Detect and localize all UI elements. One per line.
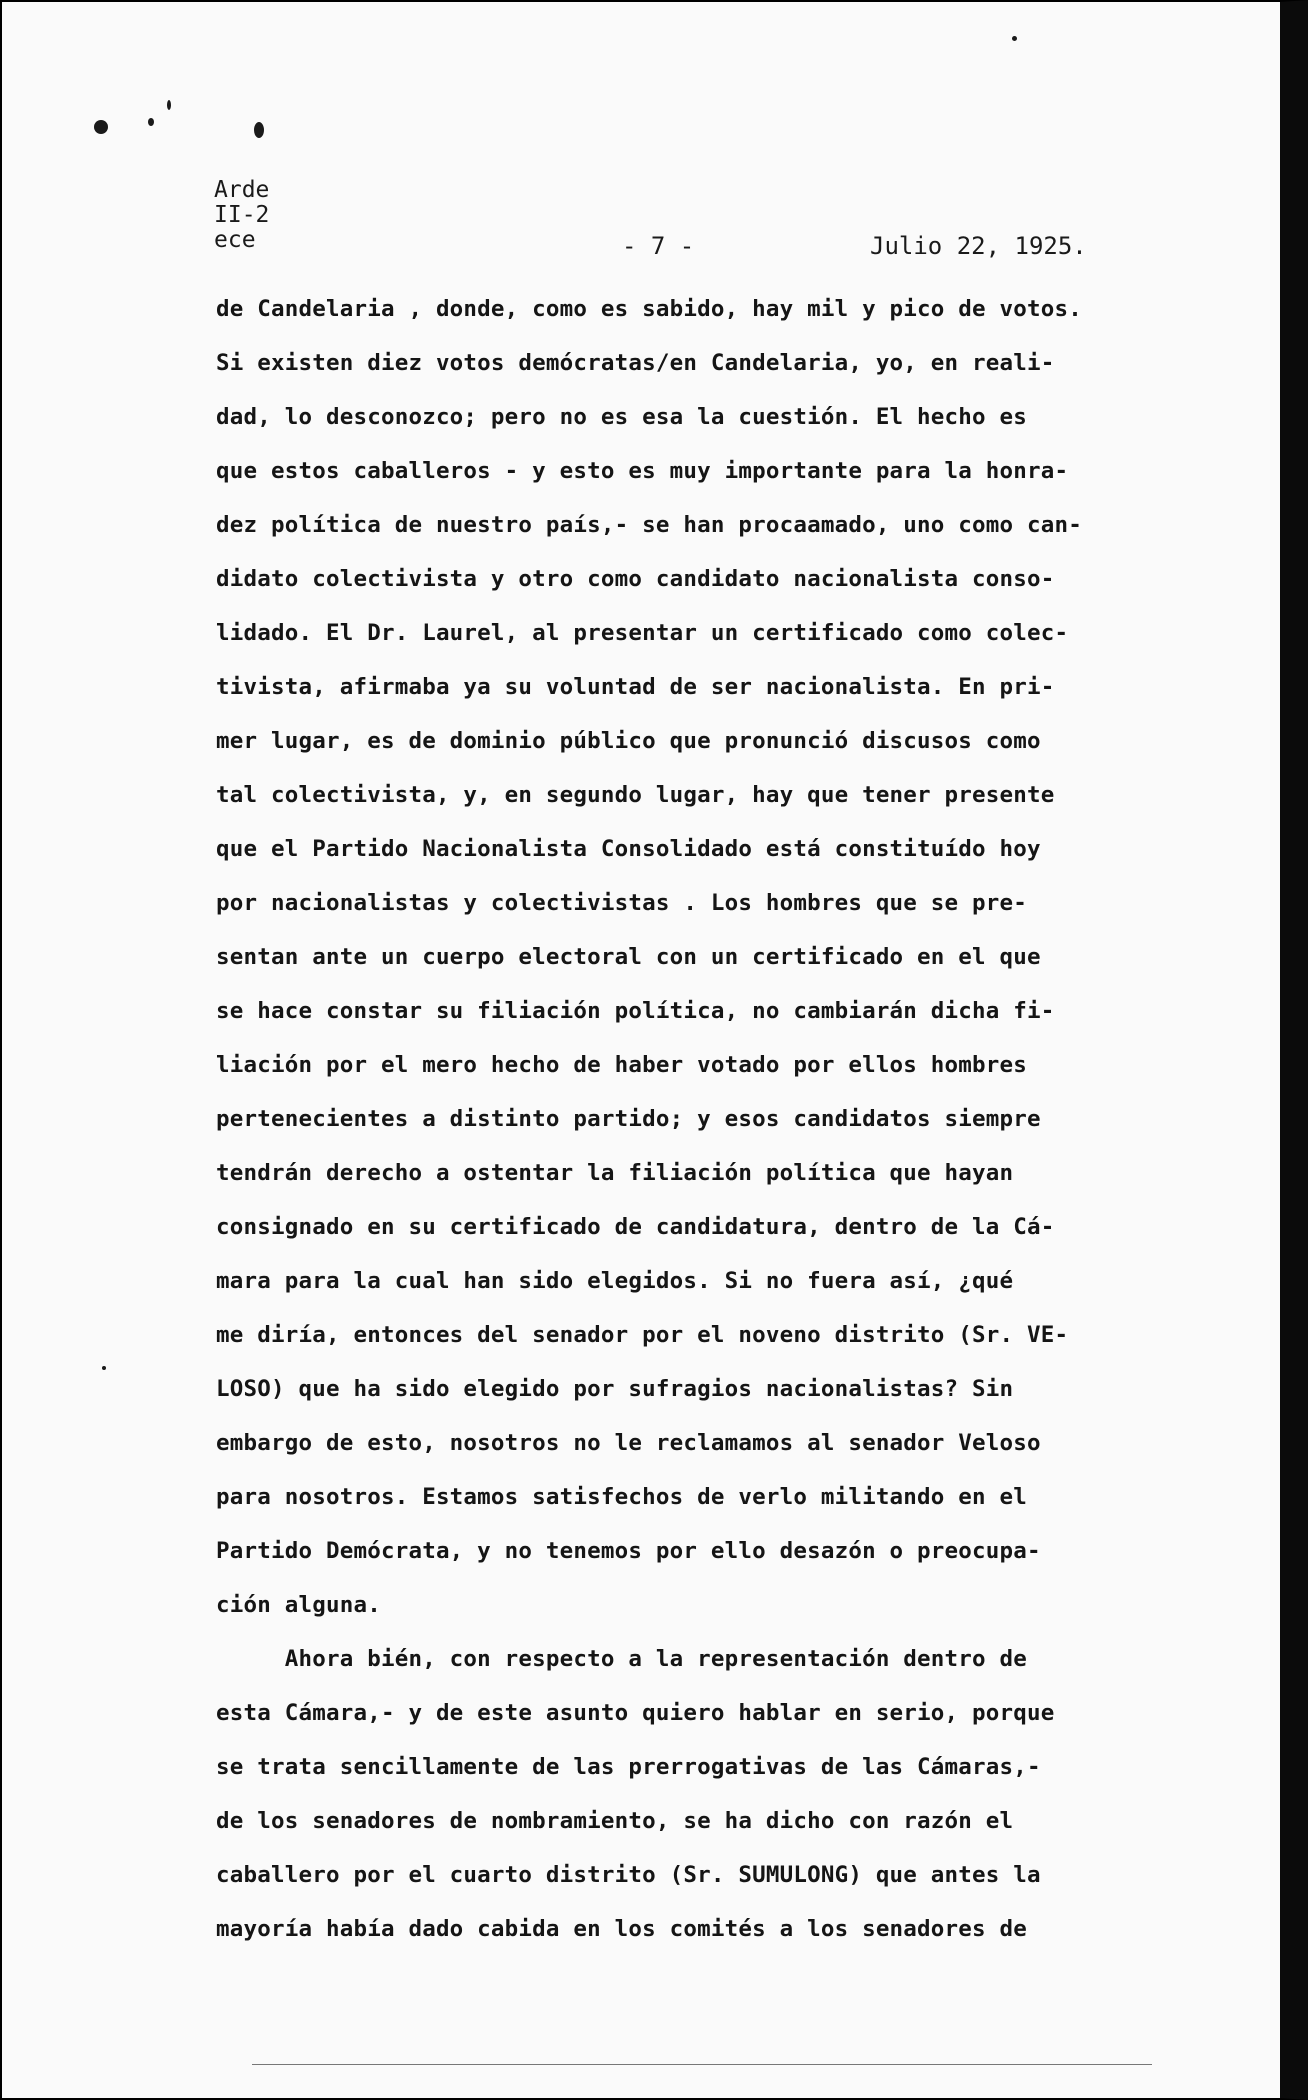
text-line: caballero por el cuarto distrito (Sr. SUMULONG) que antes la — [216, 1862, 1041, 1888]
document-reference-header — [214, 178, 269, 253]
ink-speck — [102, 1366, 106, 1370]
text-line: tal colectivista, y, en segundo lugar, hay que tener presente — [216, 782, 1055, 808]
text-line: consignado en su certificado de candidatura, dentro de la Cá- — [216, 1214, 1055, 1240]
text-line: embargo de esto, nosotros no le reclamamos al senador Veloso — [216, 1430, 1041, 1456]
ink-speck — [254, 122, 264, 138]
text-line: lidado. El Dr. Laurel, al presentar un certificado como colec- — [216, 620, 1069, 646]
text-line: dad, lo desconozco; pero no es esa la cuestión. El hecho es — [216, 404, 1028, 430]
text-line: que el Partido Nacionalista Consolidado está constituído hoy — [216, 836, 1041, 862]
text-line: para nosotros. Estamos satisfechos de verlo militando en el — [216, 1484, 1028, 1510]
text-line: dez política de nuestro país,- se han procaamado, uno como can- — [216, 512, 1083, 538]
page-corner-fold — [1169, 0, 1284, 57]
text-line: sentan ante un cuerpo electoral con un certificado en el que — [216, 944, 1041, 970]
text-line: pertenecientes a distinto partido; y esos candidatos siempre — [216, 1106, 1041, 1132]
text-line: de los senadores de nombramiento, se ha dicho con razón el — [216, 1808, 1014, 1834]
text-line: didato colectivista y otro como candidato nacionalista conso- — [216, 566, 1055, 592]
text-line: LOSO) que ha sido elegido por sufragios nacionalistas? Sin — [216, 1376, 1014, 1402]
text-line: Partido Demócrata, y no tenemos por ello desazón o preocupa- — [216, 1538, 1041, 1564]
typewritten-body — [216, 282, 1216, 1956]
text-line: esta Cámara,- y de este asunto quiero hablar en serio, porque — [216, 1700, 1055, 1726]
text-line: mer lugar, es de dominio público que pronunció discusos como — [216, 728, 1041, 754]
text-line: de Candelaria , donde, como es sabido, hay mil y pico de votos. — [216, 296, 1083, 322]
text-line: se hace constar su filiación política, no cambiarán dicha fi- — [216, 998, 1055, 1024]
text-line: Si existen diez votos demócratas/en Candelaria, yo, en reali- — [216, 350, 1055, 376]
text-line: por nacionalistas y colectivistas . Los hombres que se pre- — [216, 890, 1028, 916]
header-line: ece — [214, 227, 256, 253]
text-line: mayoría había dado cabida en los comités a los senadores de — [216, 1916, 1028, 1942]
text-line: tendrán derecho a ostentar la filiación política que hayan — [216, 1160, 1014, 1186]
text-line: me diría, entonces del senador por el noveno distrito (Sr. VE- — [216, 1322, 1069, 1348]
ink-speck — [167, 100, 171, 110]
header-line: II-2 — [214, 202, 270, 228]
text-line: mara para la cual han sido elegidos. Si no fuera así, ¿qué — [216, 1268, 1014, 1294]
text-line: liación por el mero hecho de haber votado por ellos hombres — [216, 1052, 1028, 1078]
page-number: - 7 - — [622, 232, 695, 260]
text-line: se trata sencillamente de las prerrogativas de las Cámaras,- — [216, 1754, 1041, 1780]
text-line: que estos caballeros - y esto es muy importante para la honra- — [216, 458, 1069, 484]
text-line: tivista, afirmaba ya su voluntad de ser nacionalista. En pri- — [216, 674, 1055, 700]
document-date: Julio 22, 1925. — [870, 232, 1087, 260]
page-bottom-rule — [252, 2064, 1152, 2065]
text-line: ción alguna. — [216, 1592, 381, 1618]
ink-speck — [148, 118, 154, 126]
ink-speck — [94, 120, 108, 134]
ink-speck — [1012, 36, 1017, 41]
header-line: Arde — [214, 177, 270, 203]
paragraph-start-line: Ahora bién, con respecto a la representación dentro de — [216, 1646, 1028, 1672]
